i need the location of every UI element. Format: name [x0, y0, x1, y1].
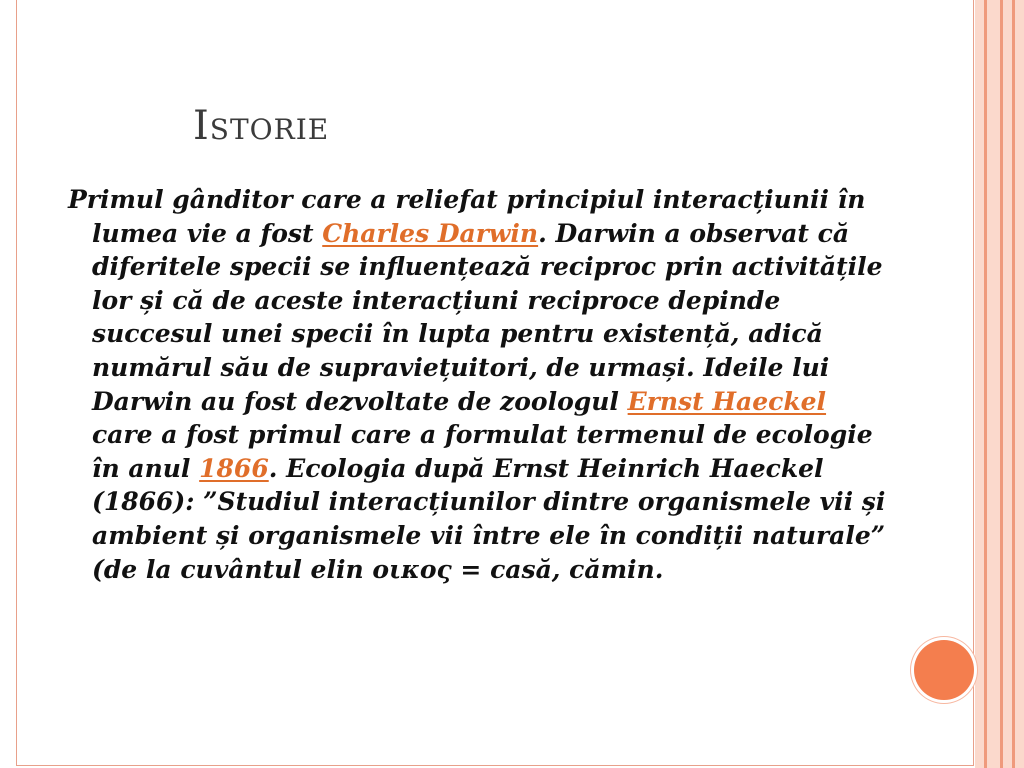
- slide-title: Istorie: [193, 103, 330, 149]
- accent-circle-icon: [914, 640, 974, 700]
- paragraph-text: . Ecologia după Ernst Heinrich Haeckel (1866): ”Studiul interacțiunilor dintre organismele vii și ambient și organismele vii între ele în condiții naturale” (de la cuvântul elin οικος = casă, cămin.: [92, 453, 886, 584]
- body-paragraph: [68, 183, 890, 586]
- paragraph-text: Primul gânditor care a reliefat principiul interacțiunii în lumea vie a fost: [68, 185, 866, 248]
- decorative-stripe: [1012, 0, 1015, 768]
- year-1866-link[interactable]: 1866: [199, 453, 269, 483]
- decorative-stripe: [1000, 0, 1003, 768]
- charles-darwin-link[interactable]: Charles Darwin: [322, 218, 539, 248]
- paragraph-text: . Darwin a observat că diferitele specii se influențează reciproc prin activitățile lor și că de aceste interacțiuni reciproce depinde succesul unei specii în lupta pentru existență, adică numărul său de supraviețuitori, de urmași. Ideile lui Darwin au fost dezvoltate de zoologul: [92, 218, 883, 416]
- decorative-stripe: [984, 0, 987, 768]
- paragraph-text: care a fost primul care a formulat termenul de ecologie în anul: [92, 420, 873, 483]
- ernst-haeckel-link[interactable]: Ernst Haeckel: [627, 386, 827, 416]
